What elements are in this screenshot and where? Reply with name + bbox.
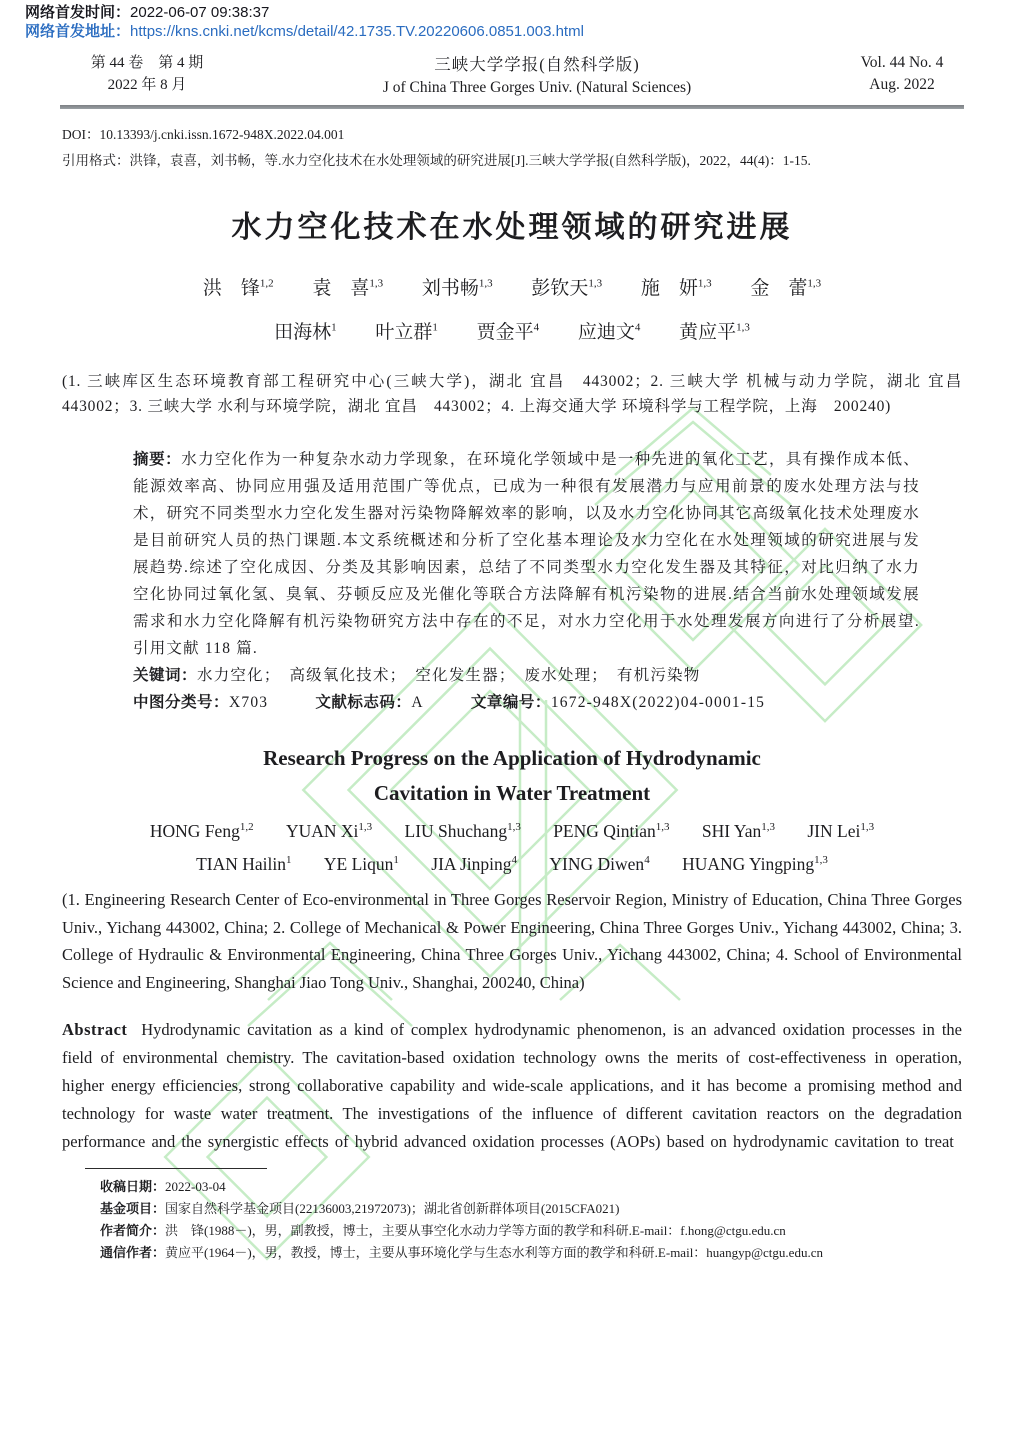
author: 金 蕾$^{1,3}$	[750, 277, 822, 299]
author: 刘书畅$^{1,3}$	[421, 277, 493, 299]
abstract-block-cn	[133, 446, 920, 716]
document-code: 文献标志码：A	[315, 694, 424, 711]
author: HONG Feng$^{1,2}$	[149, 821, 254, 841]
author: 施 妍$^{1,3}$	[640, 277, 712, 299]
authors-en-row1	[0, 821, 1024, 842]
journal-header	[62, 51, 962, 97]
footnote-fund: 基金项目：国家自然科学基金项目(22136003,21972073)；湖北省创新群体项目(2015CFA021)	[100, 1201, 620, 1216]
author: TIAN Hailin$^1$	[196, 854, 292, 874]
affiliation-en: (1. Engineering Research Center of Eco-environmental in Three Gorges Reservoir Region, Ministry of Education, China Three Gorges Univ., Yichang 443002, China; 2. College of Mechanical & Power Engineering, China Three Gorges Univ., Yichang 443002, China; 3. College of Hydraulic & Environmental Engineering, China Three Gorges Univ., Yichang 443002, China; 4. School of Environmental Science and Engineering, Shanghai Jiao Tong Univ., Shanghai, 200240, China)	[62, 890, 962, 992]
author: PENG Qintian$^{1,3}$	[553, 821, 670, 841]
author: JIN Lei$^{1,3}$	[807, 821, 875, 841]
author: 叶立群$^1$	[375, 321, 438, 343]
footnote-corresponding-author: 通信作者：黄应平(1964－)，男，教授，博士，主要从事环境化学与生态水利等方面的教学和科研.E-mail：huangyp@ctgu.edu.cn	[100, 1245, 823, 1260]
clc-number: 中图分类号：X703	[133, 694, 269, 711]
article-title-en-line2: Cavitation in Water Treatment	[373, 781, 651, 805]
author: 黄应平$^{1,3}$	[679, 321, 750, 343]
abstract-cn: 摘要：水力空化作为一种复杂水动力学现象，在环境化学领域中是一种先进的氧化工艺，具有操作成本低、能源效率高、协同应用强及适用范围广等优点，已成为一种很有发展潜力与应用前景的废水处理方法与技术，研究不同类型水力空化发生器对污染物降解效率的影响，以及水力空化协同其它高级氧化技术处理废水是目前研究人员的热门课题.本文系统概述和分析了空化基本理论及水力空化在水处理领域的研究进展与发展趋势.综述了空化成因、分类及其影响因素，总结了不同类型水力空化发生器及其特征，对比归纳了水力空化协同过氧化氢、臭氧、芬顿反应及光催化等联合方法降解有机污染物的进展.结合当前水处理领域发展需求和水力空化降解有机污染物研究方法中存在的不足，对水力空化用于水处理发展方向进行了分析展望.引用文献 118 篇.	[133, 451, 920, 657]
author: YE Liqun$^1$	[323, 854, 399, 874]
webfirst-time-line	[25, 3, 1024, 22]
author: SHI Yan$^{1,3}$	[701, 821, 775, 841]
footnotes	[100, 1176, 962, 1264]
journal-title	[383, 51, 691, 97]
author: 彭钦天$^{1,3}$	[531, 277, 603, 299]
footnote-divider	[85, 1168, 267, 1169]
webfirst-url-line	[25, 22, 1024, 41]
author: YUAN Xi$^{1,3}$	[285, 821, 373, 841]
authors-cn-row1	[0, 273, 1024, 300]
author: 应迪文$^4$	[577, 321, 641, 343]
keywords-line: 关键词：水力空化； 高级氧化技术； 空化发生器； 废水处理； 有机污染物	[133, 667, 701, 684]
author: YING Diwen$^4$	[549, 854, 650, 874]
author: HUANG Yingping$^{1,3}$	[682, 854, 828, 874]
authors-en-row2	[0, 854, 1024, 875]
author: 贾金平$^4$	[476, 321, 540, 343]
webfirst-url-link[interactable]: https://kns.cnki.net/kcms/detail/42.1735.TV.20220606.0851.003.html	[130, 23, 584, 40]
journal-volume-issue-en: Vol. 44 No. 4 Aug. 2022	[860, 54, 944, 93]
article-id: 文章编号：1672-948X(2022)04-0001-15	[470, 694, 766, 711]
article-title-en-line1: Research Progress on the Application of Hydrodynamic	[263, 746, 761, 770]
article-title-cn: 水力空化技术在水处理领域的研究进展	[231, 211, 793, 244]
webfirst-block	[0, 0, 1024, 41]
author: 洪 锋$^{1,2}$	[202, 277, 274, 299]
author: JIA Jinping$^4$	[431, 854, 518, 874]
header-divider	[60, 105, 964, 109]
abstract-label-cn: 摘要：	[133, 451, 182, 468]
journal-volume-issue-cn: 第 44 卷 第 4 期 2022 年 8 月	[90, 55, 204, 93]
citation-line: 引用格式：洪锋，袁喜，刘书畅，等.水力空化技术在水处理领域的研究进展[J].三峡大学学报(自然科学版)，2022，44(4)：1-15.	[62, 153, 811, 168]
journal-title-cn: 三峡大学学报(自然科学版)	[434, 55, 640, 74]
webfirst-time-value: 2022-06-07 09:38:37	[130, 4, 270, 21]
webfirst-url-label: 网络首发地址：	[25, 23, 131, 40]
footnote-author-bio: 作者简介：洪 锋(1988－)，男，副教授，博士，主要从事空化水动力学等方面的教学和科研.E-mail：f.hong@ctgu.edu.cn	[100, 1223, 786, 1238]
journal-title-en: J of China Three Gorges Univ. (Natural Sciences)	[382, 79, 692, 96]
abstract-label-en: Abstract	[62, 1020, 128, 1039]
webfirst-time-label: 网络首发时间：	[25, 4, 131, 21]
author: 袁 喜$^{1,3}$	[312, 277, 384, 299]
doi-line: DOI：10.13393/j.cnki.issn.1672-948X.2022.04.001	[62, 127, 345, 142]
authors-cn-row2	[0, 317, 1024, 344]
abstract-en: Abstract Hydrodynamic cavitation as a kind of complex hydrodynamic phenomenon, is an advanced oxidation processes in the field of environmental chemistry. The cavitation-based oxidation technology owns the merits of cost-effectiveness in operation, higher energy efficiencies, strong collaborative capability and wide-scale applications, and it has become a promising method and technology for waste water treatment. The investigations of the influence of different cavitation reactors on the degradation performance and the synergistic effects of hybrid advanced oxidation processes (AOPs) based on hydrodynamic cavitation to treat	[62, 1020, 962, 1151]
author: 田海林$^1$	[274, 321, 337, 343]
author: LIU Shuchang$^{1,3}$	[404, 821, 521, 841]
keywords-label: 关键词：	[133, 667, 198, 684]
affiliation-cn: (1. 三峡库区生态环境教育部工程研究中心(三峡大学)，湖北 宜昌 443002；2. 三峡大学 机械与动力学院，湖北 宜昌 443002；3. 三峡大学 水利与环境学院，湖北 宜昌 443002；4. 上海交通大学 环境科学与工程学院，上海 200240)	[62, 373, 979, 415]
footnote-received: 收稿日期：2022-03-04	[100, 1179, 226, 1194]
clc-line	[133, 689, 920, 716]
